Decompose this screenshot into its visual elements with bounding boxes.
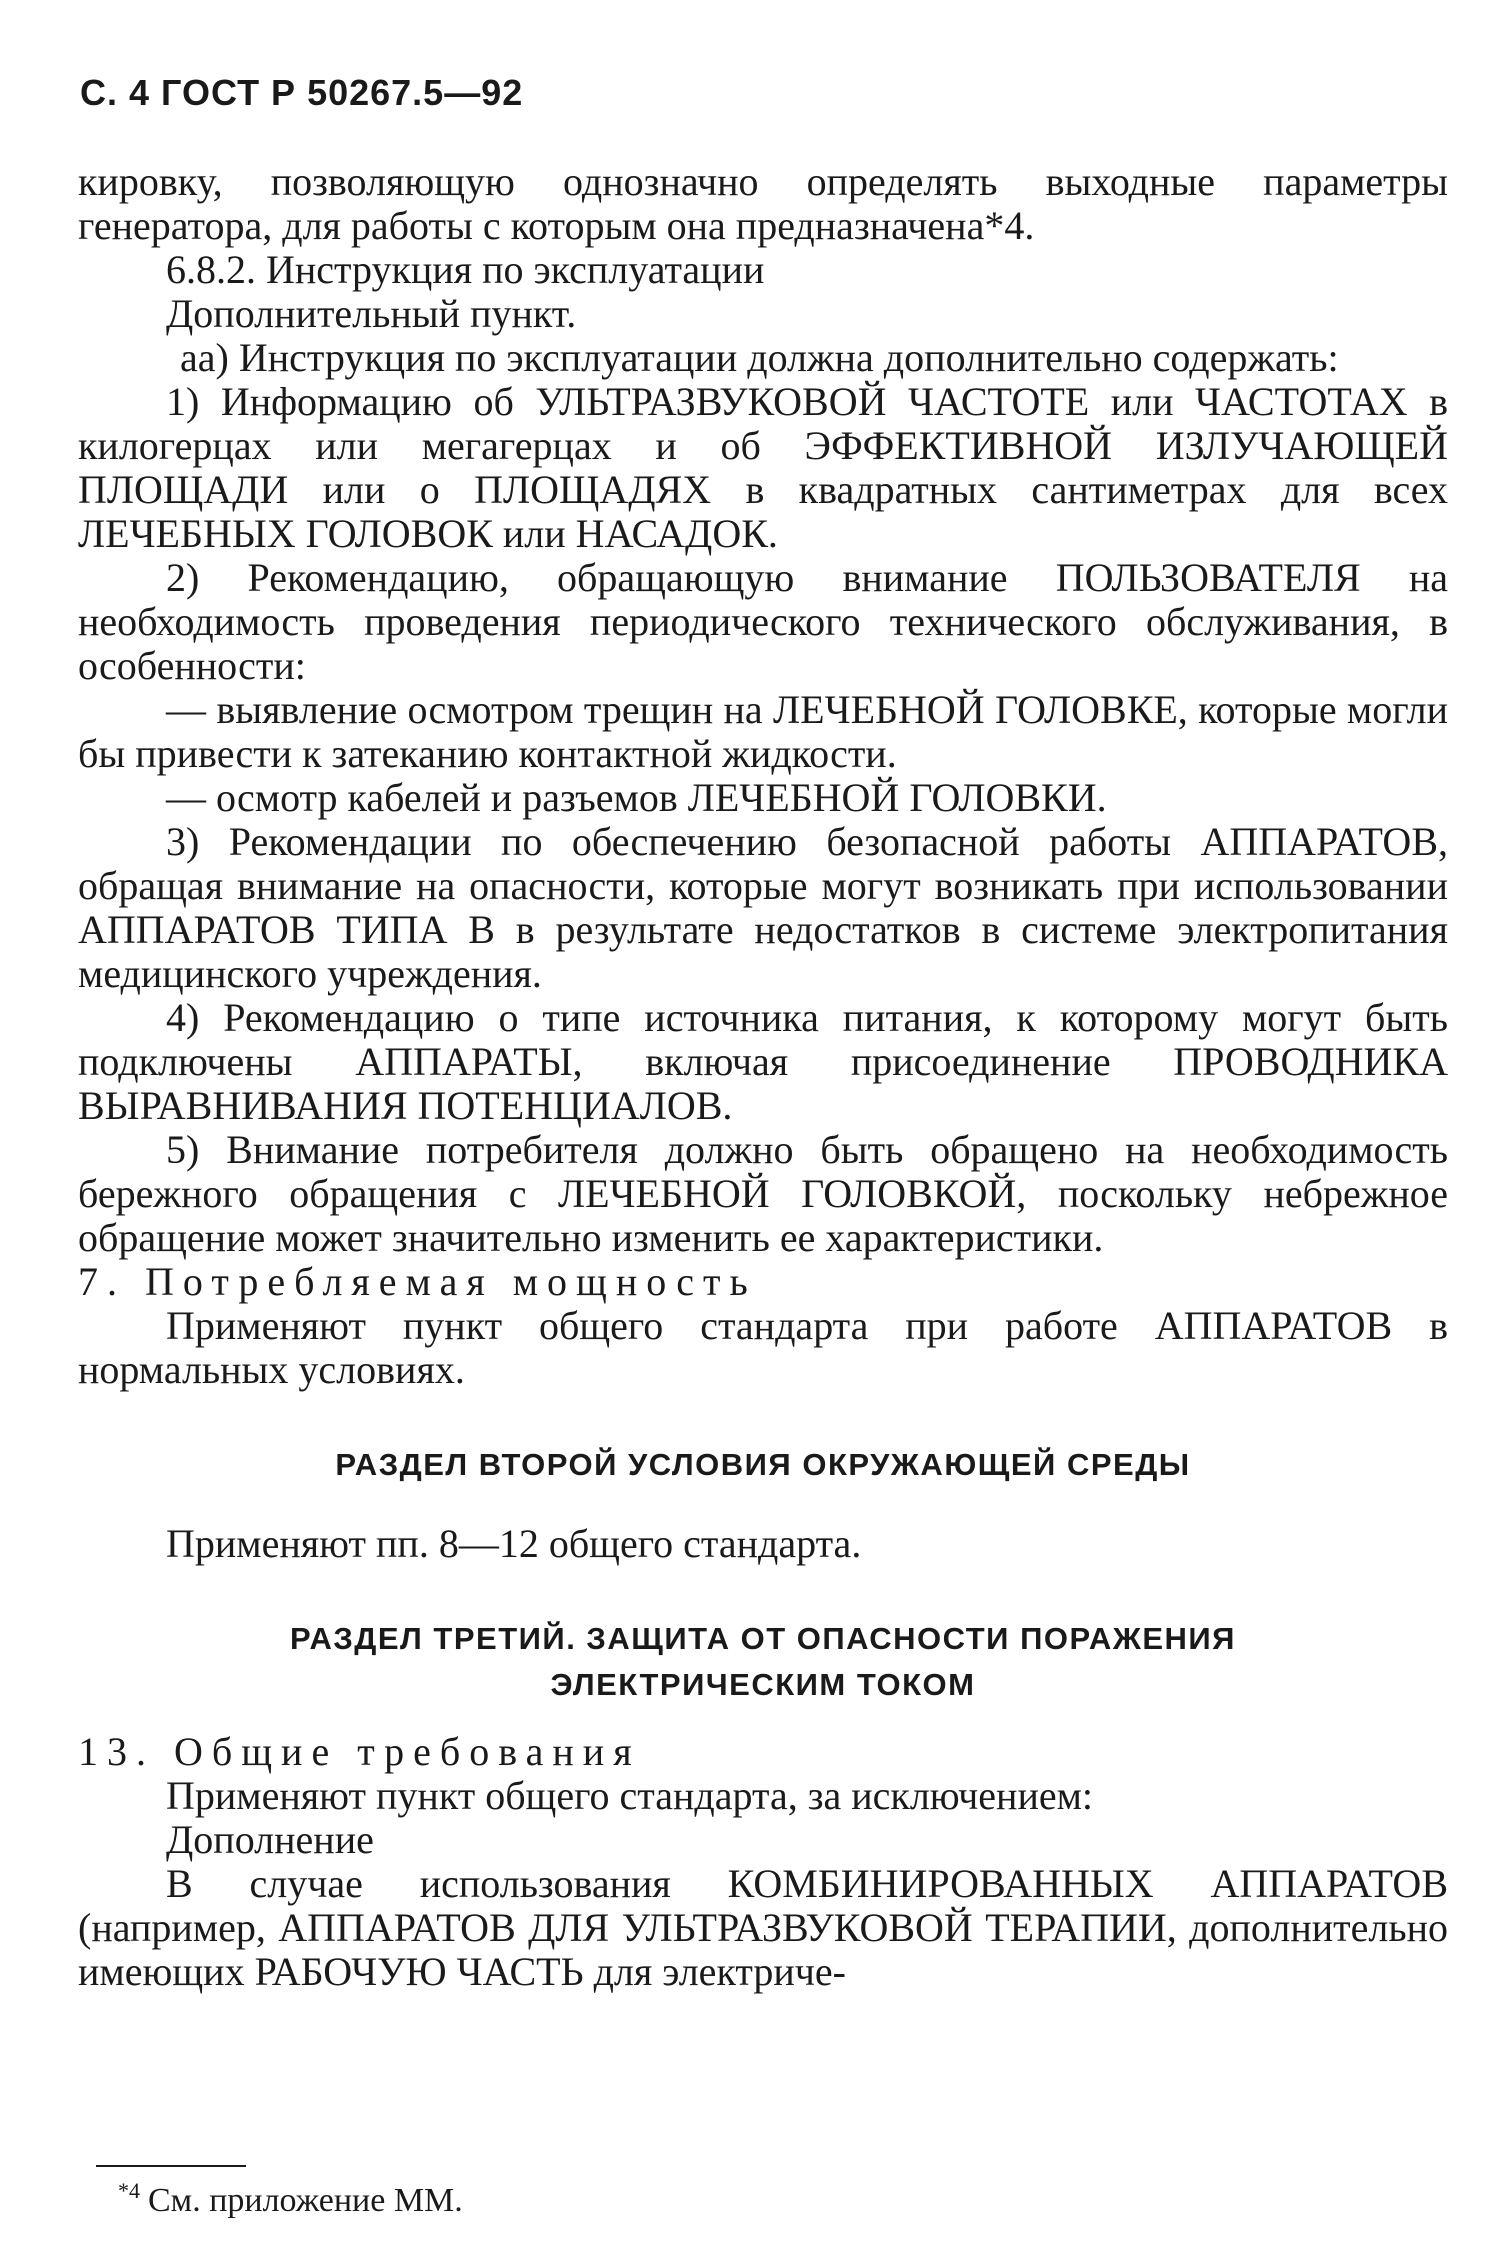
paragraph-addition: Дополнение <box>166 1817 374 1862</box>
footnote-divider <box>96 2165 246 2167</box>
paragraph-section-2: Применяют пп. 8—12 общего стандарта. <box>166 1521 862 1566</box>
clause-heading-13: 13. Общие требования <box>78 1729 641 1774</box>
footnote-text: См. приложение ММ. <box>148 2182 463 2219</box>
section-3-title-line-1: РАЗДЕЛ ТРЕТИЙ. ЗАЩИТА ОТ ОПАСНОСТИ ПОРАЖЕНИЯ <box>290 1621 1236 1656</box>
list-item-3: 3) Рекомендации по обеспечению безопасной работы АППАРАТОВ, обращая внимание на опасности, которые могут возникать при использовании АППАРАТОВ ТИПА В в результате недостатков в системе электропитания медицинского учреждения. <box>78 819 1448 996</box>
list-item-2: 2) Рекомендацию, обращающую внимание ПОЛЬЗОВАТЕЛЯ на необходимость проведения периодического технического обслуживания, в особенности: <box>78 555 1448 688</box>
footnote <box>118 2178 463 2220</box>
page-header: С. 4 ГОСТ Р 50267.5—92 <box>80 72 524 113</box>
section-3-title-line-2: ЭЛЕКТРИЧЕСКИМ ТОКОМ <box>550 1667 976 1702</box>
dash-item-cracks: — выявление осмотром трещин на ЛЕЧЕБНОЙ ГОЛОВКЕ, которые могли бы привести к затеканию контактной жидкости. <box>78 687 1448 776</box>
paragraph-additional-item: Дополнительный пункт. <box>166 291 577 336</box>
clause-heading-7: 7. Потребляемая мощность <box>78 1259 757 1304</box>
list-item-5: 5) Внимание потребителя должно быть обращено на необходимость бережного обращения с ЛЕЧЕБНОЙ ГОЛОВКОЙ, поскольку небрежное обращение может значительно изменить ее характеристики. <box>78 1127 1448 1260</box>
list-item-1: 1) Информацию об УЛЬТРАЗВУКОВОЙ ЧАСТОТЕ или ЧАСТОТАХ в килогерцах или мегагерцах и об ЭФФЕКТИВНОЙ ИЗЛУЧАЮЩЕЙ ПЛОЩАДИ или о ПЛОЩАДЯХ в квадратных сантиметрах для всех ЛЕЧЕБНЫХ ГОЛОВОК или НАСАДОК. <box>78 379 1448 556</box>
paragraph-clause-7: Применяют пункт общего стандарта при работе АППАРАТОВ в нормальных условиях. <box>78 1303 1448 1392</box>
list-item-4: 4) Рекомендацию о типе источника питания, к которому могут быть подключены АППАРАТЫ, включая присоединение ПРОВОДНИКА ВЫРАВНИВАНИЯ ПОТЕНЦИАЛОВ. <box>78 995 1448 1128</box>
footnote-marker: *4 <box>118 2178 140 2203</box>
paragraph-clause-13: Применяют пункт общего стандарта, за исключением: <box>166 1773 1094 1818</box>
section-2-title: РАЗДЕЛ ВТОРОЙ УСЛОВИЯ ОКРУЖАЮЩЕЙ СРЕДЫ <box>335 1447 1191 1482</box>
paragraph-combined-devices: В случае использования КОМБИНИРОВАННЫХ АППАРАТОВ (например, АППАРАТОВ ДЛЯ УЛЬТРАЗВУКОВОЙ ТЕРАПИИ, дополнительно имеющих РАБОЧУЮ ЧАСТЬ для электриче- <box>78 1861 1448 1994</box>
clause-heading-6-8-2: 6.8.2. Инструкция по эксплуатации <box>166 247 765 292</box>
paragraph-aa: аа) Инструкция по эксплуатации должна дополнительно содержать: <box>180 335 1339 380</box>
paragraph-continuation: кировку, позволяющую однозначно определять выходные параметры генератора, для работы с которым она предназначена*4. <box>78 159 1448 248</box>
document-body <box>78 160 1448 1994</box>
dash-item-cables: — осмотр кабелей и разъемов ЛЕЧЕБНОЙ ГОЛОВКИ. <box>166 775 1107 820</box>
